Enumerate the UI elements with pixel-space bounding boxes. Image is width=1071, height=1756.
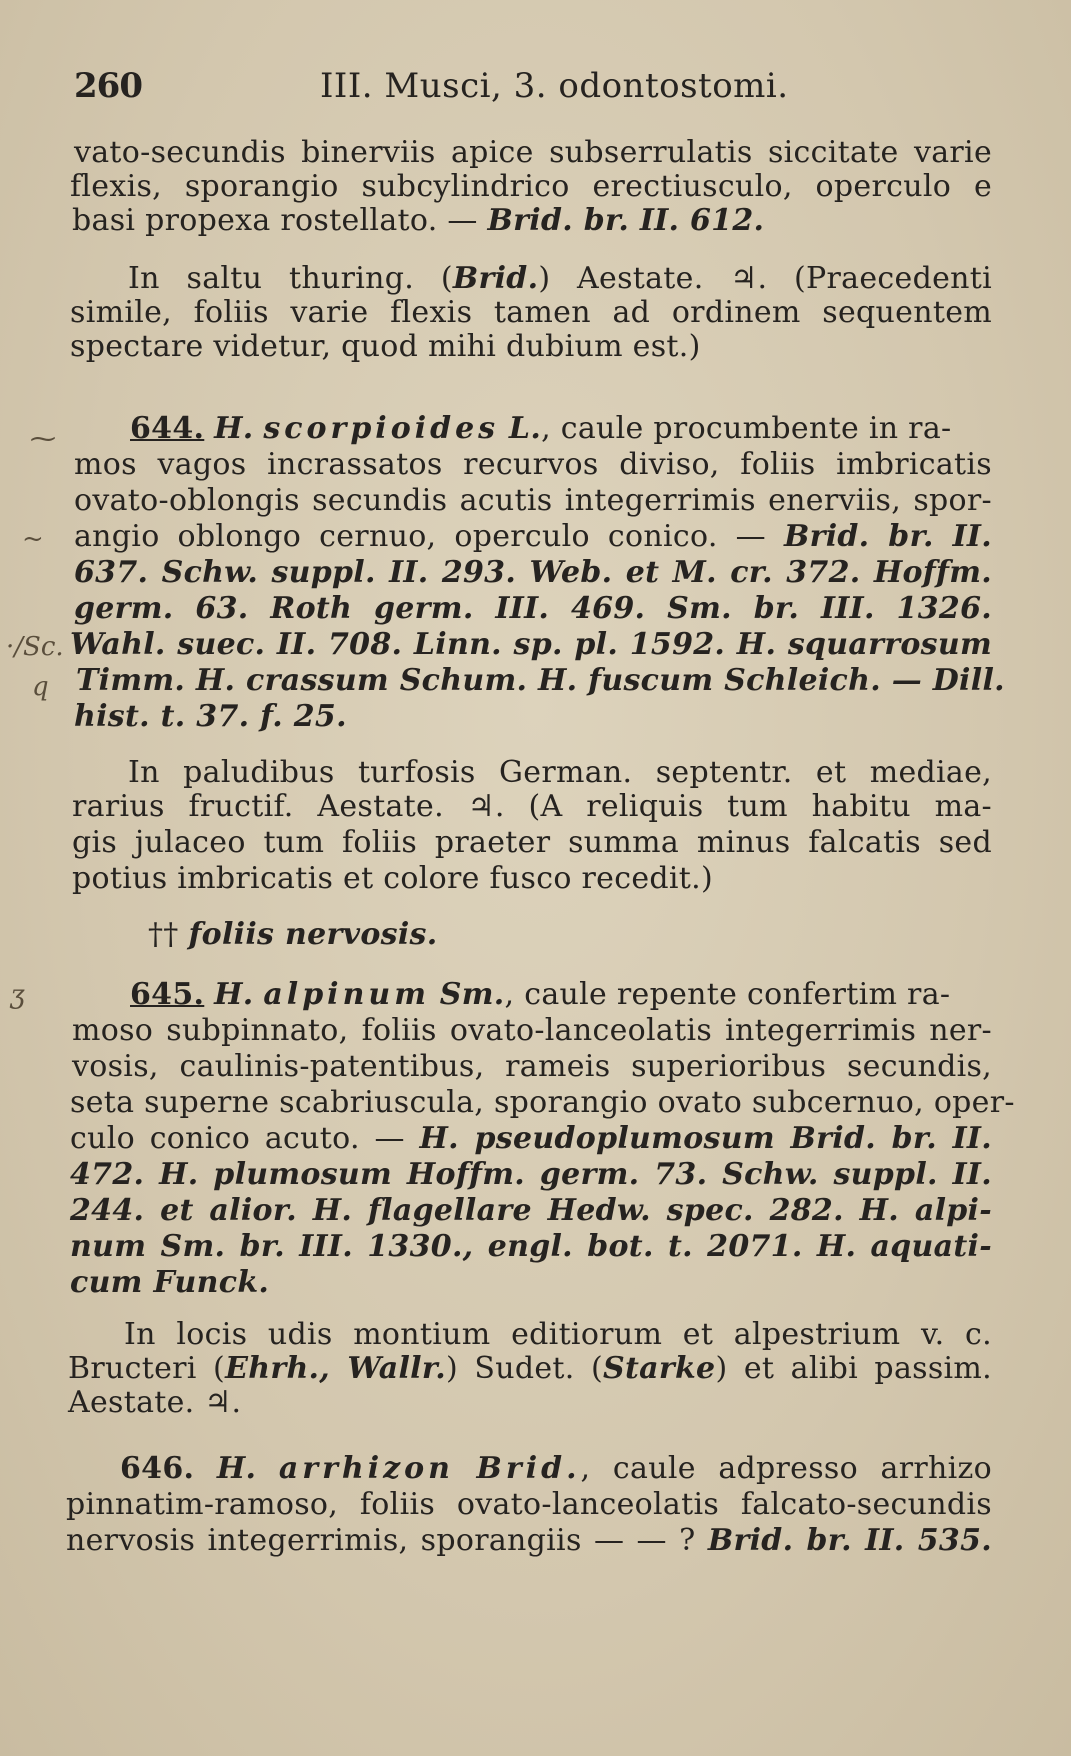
text-line: spectare videtur, quod mihi dubium est.) — [70, 329, 701, 364]
entry-number: 644. — [130, 411, 205, 446]
citation: Brid. br. II. — [783, 519, 992, 554]
citation: Brid. br. II. 612. — [487, 203, 765, 238]
genus: H. — [214, 977, 254, 1012]
text-segment: Bructeri ( — [68, 1351, 226, 1386]
text-line: Aestate. ♃. — [68, 1385, 242, 1420]
citation-line: germ. 63. Roth germ. III. 469. Sm. br. III. 1326. — [74, 591, 992, 626]
species-name: scorpioides — [263, 411, 500, 446]
genus: H. — [214, 411, 254, 446]
text-segment: angio oblongo cernuo, operculo conico. — — [74, 519, 784, 554]
text-line — [72, 204, 764, 238]
citation: Brid. — [452, 261, 539, 296]
entry-heading — [130, 412, 951, 446]
citation: H. pseudoplumosum Brid. br. II. — [419, 1121, 992, 1156]
entry-heading — [120, 1452, 992, 1486]
text-line: moso subpinnato, foliis ovato-lanceolatis integerrimis ner- — [72, 1013, 992, 1048]
citation-line: cum Funck. — [70, 1265, 270, 1300]
running-head: III. Musci, 3. odontostomi. — [320, 66, 789, 106]
text-line — [128, 262, 992, 296]
margin-annotation: ~ — [22, 524, 44, 554]
margin-annotation: ⁓ — [30, 424, 56, 454]
citation-line: hist. t. 37. f. 25. — [74, 699, 347, 734]
text-line: flexis, sporangio subcylindrico erectiusculo, operculo e — [70, 169, 992, 204]
citation-line: Wahl. suec. II. 708. Linn. sp. pl. 1592. H. squarrosum — [70, 627, 992, 662]
text-segment: culo conico acuto. — — [70, 1121, 420, 1156]
text-segment: In saltu thuring. ( — [128, 261, 453, 296]
entry-heading — [130, 978, 950, 1012]
text-line: ovato-oblongis secundis acutis integerrimis enerviis, spor- — [74, 483, 992, 518]
text-line: vato-secundis binerviis apice subserrulatis siccitate varie — [74, 135, 992, 170]
page-header — [72, 66, 992, 112]
citation-line: 637. Schw. suppl. II. 293. Web. et M. cr. 372. Hoffm. — [74, 555, 992, 590]
entry-number: 645. — [130, 977, 205, 1012]
citation-line: 472. H. plumosum Hoffm. germ. 73. Schw. suppl. II. — [70, 1157, 992, 1192]
subheading-text: foliis nervosis. — [188, 917, 438, 952]
citation: Ehrh., Wallr. — [225, 1351, 446, 1386]
text-line: mos vagos incrassatos recurvos diviso, foliis imbricatis — [74, 447, 992, 482]
citation-line: num Sm. br. III. 1330., engl. bot. t. 2071. H. aquati- — [70, 1229, 992, 1264]
text-segment: basi propexa rostellato. — — [72, 203, 488, 238]
text-line: gis julaceo tum foliis praeter summa minus falcatis sed — [72, 825, 992, 860]
text-line — [66, 1524, 992, 1558]
text-line: vosis, caulinis-patentibus, rameis superioribus secundis, — [72, 1049, 992, 1084]
dagger-mark: †† — [148, 917, 179, 952]
citation-line: 244. et alior. H. flagellare Hedw. spec. 282. H. alpi- — [70, 1193, 992, 1228]
species-name: arrhizon — [278, 1451, 454, 1486]
text-line — [74, 520, 992, 554]
author: Brid. — [476, 1451, 581, 1486]
text-segment: ) et alibi passim. — [715, 1351, 992, 1386]
genus: H. — [216, 1451, 257, 1486]
entry-number: 646. — [120, 1451, 195, 1486]
text-segment: , caule procumbente in ra- — [541, 411, 952, 446]
text-line: potius imbricatis et colore fusco recedit.) — [72, 861, 713, 896]
author: Sm. — [439, 977, 505, 1012]
citation: Starke — [603, 1351, 716, 1386]
text-segment: ) Sudet. ( — [445, 1351, 603, 1386]
section-subheading — [148, 918, 437, 952]
text-line: simile, foliis varie flexis tamen ad ordinem sequentem — [70, 295, 992, 330]
citation: Brid. br. II. 535. — [707, 1523, 993, 1558]
text-segment: , caule repente confertim ra- — [504, 977, 951, 1012]
species-name: alpinum — [263, 977, 430, 1012]
margin-annotation: ʒ — [10, 980, 25, 1010]
page-number: 260 — [74, 66, 142, 106]
margin-annotation: q — [32, 672, 49, 702]
text-line — [70, 1122, 992, 1156]
text-line: seta superne scabriuscula, sporangio ovato subcernuo, oper- — [70, 1085, 1015, 1120]
text-line: rarius fructif. Aestate. ♃. (A reliquis tum habitu ma- — [72, 789, 992, 824]
text-line: pinnatim-ramoso, foliis ovato-lanceolatis falcato-secundis — [66, 1487, 992, 1522]
margin-annotation: ·/Sc. — [6, 632, 64, 662]
text-segment: , caule adpresso arrhizo — [580, 1451, 993, 1486]
text-line: In paludibus turfosis German. septentr. et mediae, — [128, 755, 992, 790]
text-line — [68, 1352, 992, 1386]
text-segment: ) Aestate. ♃. (Praecedenti — [538, 261, 992, 296]
citation-line: Timm. H. crassum Schum. H. fuscum Schleich. — Dill. — [76, 663, 1005, 698]
author: L. — [508, 411, 542, 446]
text-segment: nervosis integerrimis, sporangiis — — ? — [66, 1523, 708, 1558]
text-line: In locis udis montium editiorum et alpestrium v. c. — [124, 1317, 992, 1352]
